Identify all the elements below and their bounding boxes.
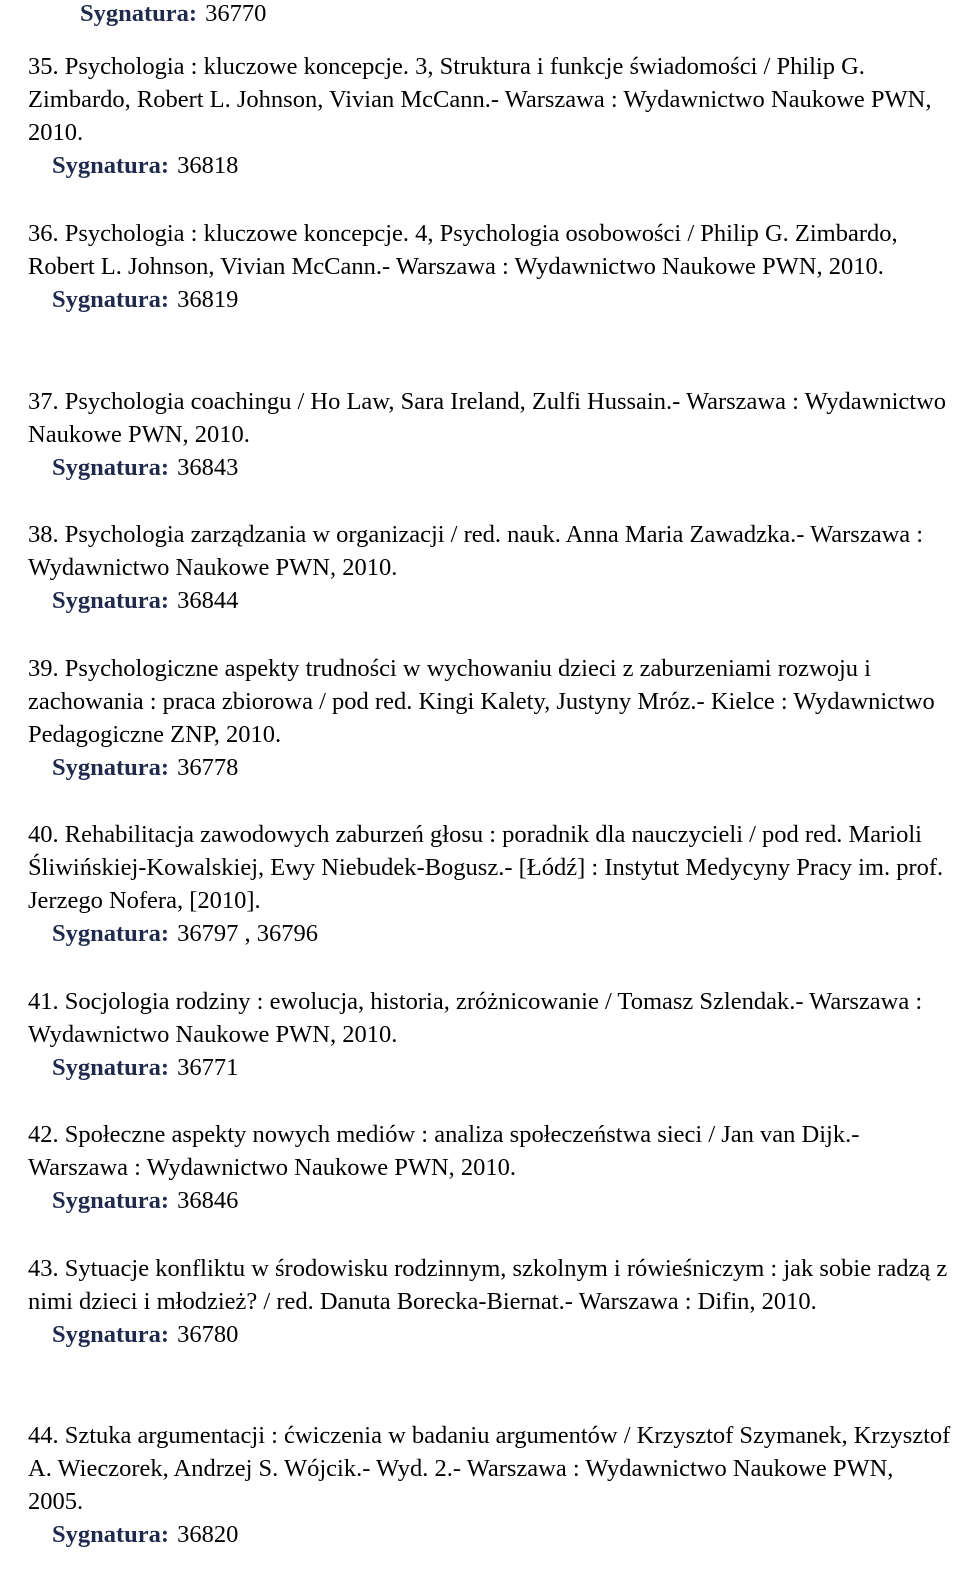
signature-line-top <box>80 0 266 30</box>
signature-value: 36771 <box>177 1054 239 1081</box>
signature-label: Sygnatura: <box>52 587 170 614</box>
signature-line <box>28 1051 953 1084</box>
signature-label: Sygnatura: <box>52 754 170 781</box>
bibliography-entry-36 <box>28 217 953 316</box>
entry-text: 43. Sytuacje konfliktu w środowisku rodzinnym, szkolnym i rówieśniczym : jak sobie radzą z nimi dzieci i młodzież? / red. Danuta Borecka-Biernat.- Warszawa : Difin, 2010. <box>28 1255 948 1315</box>
signature-value: 36778 <box>177 754 239 781</box>
entry-text: 38. Psychologia zarządzania w organizacji / red. nauk. Anna Maria Zawadzka.- Warszawa : Wydawnictwo Naukowe PWN, 2010. <box>28 521 924 581</box>
bibliography-entry-44 <box>28 1419 953 1551</box>
signature-line <box>28 1318 953 1351</box>
bibliography-entry-40 <box>28 818 953 950</box>
signature-value: 36820 <box>177 1521 239 1548</box>
signature-label: Sygnatura: <box>52 454 170 481</box>
signature-value: 36770 <box>205 0 267 27</box>
entry-text: 36. Psychologia : kluczowe koncepcje. 4, Psychologia osobowości / Philip G. Zimbardo, Robert L. Johnson, Vivian McCann.- Warszawa : Wydawnictwo Naukowe PWN, 2010. <box>28 220 898 280</box>
entry-text: 35. Psychologia : kluczowe koncepcje. 3, Struktura i funkcje świadomości / Philip G. Zimbardo, Robert L. Johnson, Vivian McCann.- Warszawa : Wydawnictwo Naukowe PWN, 2010. <box>28 53 932 146</box>
signature-value: 36797 , 36796 <box>177 920 318 947</box>
signature-label: Sygnatura: <box>52 1054 170 1081</box>
signature-value: 36819 <box>177 286 239 313</box>
entry-text: 41. Socjologia rodziny : ewolucja, historia, zróżnicowanie / Tomasz Szlendak.- Warszawa : Wydawnictwo Naukowe PWN, 2010. <box>28 988 923 1048</box>
signature-line <box>28 751 953 784</box>
bibliography-entry-38 <box>28 518 953 617</box>
bibliography-entry-41 <box>28 985 953 1084</box>
signature-value: 36846 <box>177 1187 239 1214</box>
signature-line <box>28 1184 953 1217</box>
signature-label: Sygnatura: <box>52 1321 170 1348</box>
entry-text: 40. Rehabilitacja zawodowych zaburzeń głosu : poradnik dla nauczycieli / pod red. Marioli Śliwińskiej-Kowalskiej, Ewy Niebudek-Bogusz.- [Łódź] : Instytut Medycyny Pracy im. prof. Jerzego Nofera, [2010]. <box>28 821 944 914</box>
signature-label: Sygnatura: <box>52 286 170 313</box>
signature-value: 36844 <box>177 587 239 614</box>
entry-text: 42. Społeczne aspekty nowych mediów : analiza społeczeństwa sieci / Jan van Dijk.- Warszawa : Wydawnictwo Naukowe PWN, 2010. <box>28 1121 860 1181</box>
entry-text: 39. Psychologiczne aspekty trudności w wychowaniu dzieci z zaburzeniami rozwoju i zachowania : praca zbiorowa / pod red. Kingi Kalety, Justyny Mróz.- Kielce : Wydawnictwo Pedagogiczne ZNP, 2010. <box>28 655 935 748</box>
signature-label: Sygnatura: <box>52 1187 170 1214</box>
signature-label: Sygnatura: <box>80 0 198 27</box>
signature-label: Sygnatura: <box>52 152 170 179</box>
signature-label: Sygnatura: <box>52 920 170 947</box>
signature-line <box>28 149 953 182</box>
bibliography-entry-37 <box>28 385 953 484</box>
bibliography-entry-43 <box>28 1252 953 1351</box>
signature-line <box>28 283 953 316</box>
bibliography-entry-39 <box>28 652 953 784</box>
signature-value: 36843 <box>177 454 239 481</box>
signature-line <box>28 1518 953 1551</box>
signature-value: 36780 <box>177 1321 239 1348</box>
bibliography-entry-42 <box>28 1118 953 1217</box>
bibliography-entry-35 <box>28 50 953 182</box>
entry-text: 44. Sztuka argumentacji : ćwiczenia w badaniu argumentów / Krzysztof Szymanek, Krzysztof A. Wieczorek, Andrzej S. Wójcik.- Wyd. 2.- Warszawa : Wydawnictwo Naukowe PWN, 2005. <box>28 1422 951 1515</box>
signature-line <box>28 917 953 950</box>
signature-value: 36818 <box>177 152 239 179</box>
signature-label: Sygnatura: <box>52 1521 170 1548</box>
entry-text: 37. Psychologia coachingu / Ho Law, Sara Ireland, Zulfi Hussain.- Warszawa : Wydawnictwo Naukowe PWN, 2010. <box>28 388 947 448</box>
signature-line <box>28 451 953 484</box>
signature-line <box>28 584 953 617</box>
